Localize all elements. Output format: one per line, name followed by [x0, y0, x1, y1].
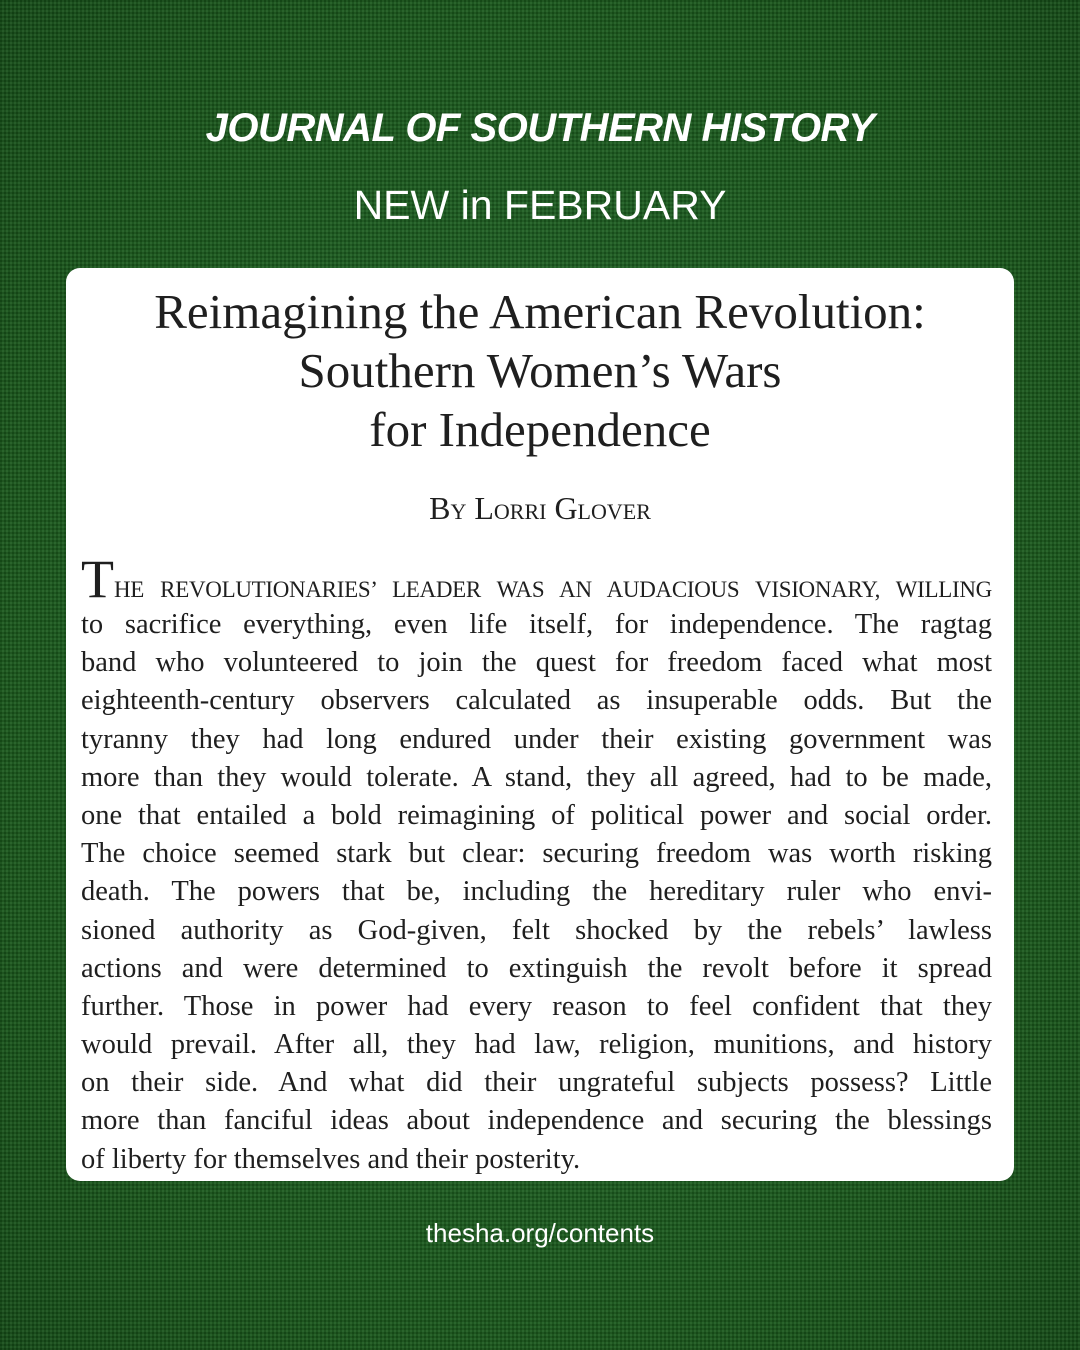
- text-line: to sacrifice everything, even life itself, for independence. The ragtag: [81, 609, 992, 640]
- journal-name: JOURNAL OF SOUTHERN HISTORY: [205, 106, 875, 150]
- title-line: Southern Women’s Wars: [298, 343, 782, 398]
- text-line: actions and were determined to extinguish the revolt before it spread: [81, 952, 992, 984]
- article-excerpt: [81, 549, 992, 1179]
- text-line: death. The powers that be, including the hereditary ruler who envi-: [81, 876, 992, 908]
- drop-cap: T: [81, 549, 114, 609]
- small-caps-text: HE REVOLUTIONARIES’ LEADER WAS AN AUDACIOUS VISIONARY, WILLING: [114, 577, 992, 602]
- text-line: would prevail. After all, they had law, religion, munitions, and history: [81, 1029, 992, 1061]
- text-line: of liberty for themselves and their posterity.: [81, 1143, 581, 1175]
- text-line: eighteenth-century observers calculated as insuperable odds. But the: [81, 685, 992, 717]
- text-line: tyranny they had long endured under their existing government was: [81, 723, 992, 755]
- issue-label: NEW in FEBRUARY: [353, 182, 727, 228]
- text-line: more than fanciful ideas about independence and securing the blessings: [81, 1105, 992, 1137]
- text-line: sioned authority as God-given, felt shocked by the rebels’ lawless: [81, 914, 992, 946]
- byline: By Lorri Glover: [429, 490, 651, 526]
- text-line: band who volunteered to join the quest for freedom faced what most: [81, 647, 992, 679]
- text-line: more than they would tolerate. A stand, they all agreed, had to be made,: [81, 761, 992, 793]
- first-line: [81, 549, 992, 609]
- text-line: The choice seemed stark but clear: securing freedom was worth risking: [81, 838, 992, 870]
- text-line: on their side. And what did their ungrateful subjects possess? Little: [81, 1067, 992, 1099]
- title-line: Reimagining the American Revolution:: [154, 284, 926, 339]
- text-line: one that entailed a bold reimagining of political power and social order.: [81, 799, 992, 831]
- text-line: further. Those in power had every reason to feel confident that they: [81, 990, 992, 1022]
- website-link[interactable]: thesha.org/contents: [425, 1218, 655, 1248]
- article-title: [66, 282, 1014, 459]
- title-line: for Independence: [369, 402, 711, 457]
